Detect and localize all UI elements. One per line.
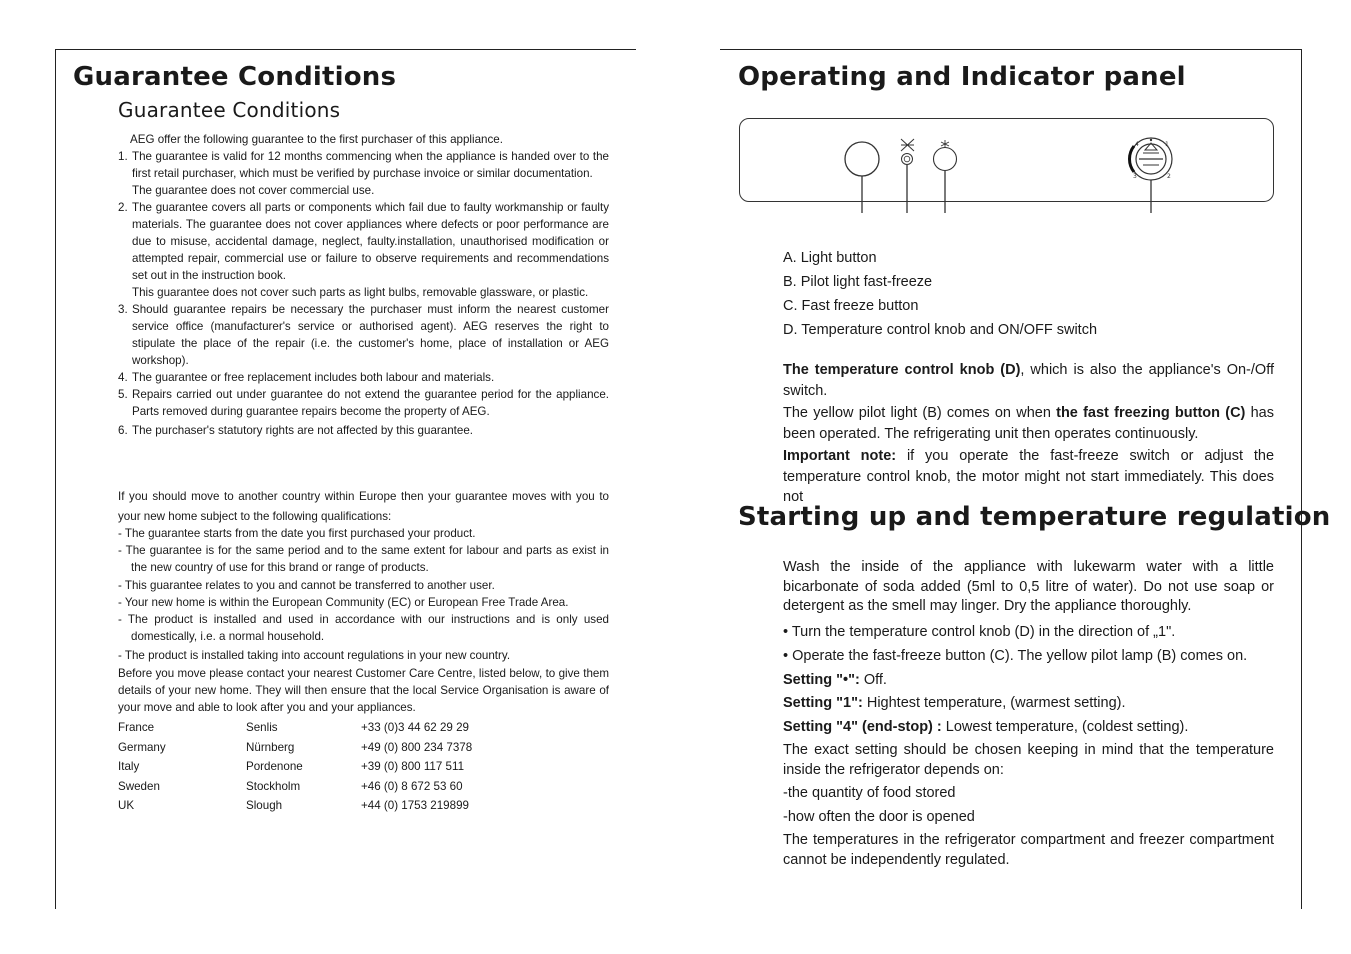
knob-paragraph: The temperature control knob (D), which is also the appliance's On-/Off switch. [783, 362, 1274, 399]
bullet-item: • Turn the temperature control knob (D) in the direction of „1". [783, 623, 1176, 640]
bullet-item: • Operate the fast-freeze button (C). The yellow pilot lamp (B) comes on. [783, 648, 1248, 664]
knob-number-4: 4 [1135, 141, 1139, 148]
qualification-item: - Your new home is within the European Community (EC) or European Free Trade Area. [118, 595, 569, 609]
guarantee-intro: AEG offer the following guarantee to the first purchaser of this appliance. [130, 133, 503, 146]
knob-number-3: 3 [1133, 173, 1137, 180]
page-title-operating-panel: Operating and Indicator panel [738, 62, 1186, 92]
qualification-item: - This guarantee relates to you and cannot be transferred to another user. [118, 578, 495, 592]
contact-row: Germany Nürnberg +49 (0) 800 234 7378 [118, 740, 473, 754]
contact-row: France Senlis +33 (0)3 44 62 29 29 [118, 721, 469, 734]
left-page-top-rule [55, 49, 636, 50]
light-button-shape [845, 142, 879, 176]
legend-item: B. Pilot light fast-freeze [783, 274, 933, 290]
contact-row: UK Slough +44 (0) 1753 219899 [118, 799, 469, 812]
right-page-right-rule [1301, 49, 1302, 909]
dependency-item: -the quantity of food stored [783, 785, 956, 801]
move-qualifications [118, 487, 609, 716]
guarantee-item: 3. Should guarantee repairs be necessary the purchaser must inform the nearest customer service office (manufacturer's service or authorised agent). AEG reserves the right to stipulate the place of the repair (i.e. the customer's home, place of installation or AEG workshop). [118, 303, 609, 367]
left-page-left-rule [55, 49, 56, 909]
guarantee-item: 5. Repairs carried out under guarantee do not extend the guarantee period for the appliance. Parts removed during guarantee repairs become the property of AEG. [118, 388, 609, 418]
legend-item: A. Light button [783, 250, 877, 266]
panel-legend [783, 246, 1097, 342]
guarantee-item: 1. The guarantee is valid for 12 months commencing when the appliance is handed over to the first retail purchaser, which must be verified by purchase invoice or similar documentation. The guarantee does not cover commercial use. [118, 150, 609, 197]
section-subtitle-guarantee: Guarantee Conditions [118, 98, 341, 122]
starting-up-text [783, 558, 1274, 870]
qualification-item: - The product is installed and used in accordance with our instructions and is only used domestically, i.e. a normal household. [118, 613, 609, 644]
move-intro: If you should move to another country within Europe then your guarantee moves with you to your new home subject to the following qualifications: [118, 490, 609, 523]
control-panel-drawing [739, 118, 1275, 216]
dependency-item: -how often the door is opened [783, 808, 975, 825]
fast-freeze-icon [901, 139, 914, 151]
contact-row: Sweden Stockholm +46 (0) 8 672 53 60 [118, 779, 463, 793]
guarantee-item: 4. The guarantee or free replacement includes both labour and materials. [118, 371, 495, 384]
legend-item: C. Fast freeze button [783, 298, 919, 314]
snowflake-icon [941, 140, 949, 148]
section-title-starting-up: Starting up and temperature regulation [738, 502, 1331, 532]
knob-number-2: 2 [1167, 173, 1171, 180]
exact-setting-paragraph: The exact setting should be chosen keeping in mind that the temperature inside the refrigerator depends on: [783, 742, 1274, 778]
qualification-item: - The guarantee is for the same period and to the same extent for labour and parts as exist in the new country of use for this brand or range of products. [118, 544, 609, 575]
important-note-paragraph: Important note: if you operate the fast-freeze switch or adjust the temperature control knob, the motor might not start immediately. This does not [783, 448, 1275, 505]
guarantee-list [118, 148, 609, 439]
pilot-light-shape [902, 154, 913, 165]
knob-number-1: 1 [1165, 141, 1169, 148]
legend-item: D. Temperature control knob and ON/OFF switch [783, 322, 1098, 338]
guarantee-item: 2. The guarantee covers all parts or components which fail due to faulty workmanship or faulty materials. The guarantee does not cover appliances where defects or poor performance are due to misuse, accidental damage, neglect, faulty.installation, unauthorised modification or attempted repair, commercial use or failure to observe requirements and recommendations set out in the instruction book. This guarantee does not cover such parts as light bulbs, removable glassware, or plastic. [118, 201, 609, 299]
contact-table [118, 721, 609, 819]
setting-4: Setting "4" (end-stop) : Lowest temperature, (coldest setting). [783, 718, 1189, 735]
wash-paragraph: Wash the inside of the appliance with lukewarm water with a little bicarbonate of soda added (5ml to 0,5 litre of water). Do not use soap or detergent as the smell may linger. Dry the appliance thoroughly. [783, 559, 1274, 614]
fast-freeze-button-shape [934, 148, 957, 171]
page-title-guarantee: Guarantee Conditions [73, 62, 397, 92]
qualification-item: - The product is installed taking into account regulations in your new country. [118, 649, 511, 663]
right-page-top-rule [720, 49, 1302, 50]
guarantee-item: 6. The purchaser's statutory rights are not affected by this guarantee. [118, 424, 473, 437]
setting-off: Setting "•": Off. [783, 671, 887, 688]
contact-row: Italy Pordenone +39 (0) 800 117 511 [118, 760, 465, 773]
final-paragraph: The temperatures in the refrigerator compartment and freezer compartment cannot be independently regulated. [783, 832, 1274, 868]
qualification-item: - The guarantee starts from the date you first purchased your product. [118, 527, 476, 540]
panel-description [783, 360, 1274, 508]
before-move-text: Before you move please contact your nearest Customer Care Centre, listed below, to give them details of your new home. They will then ensure that the local Service Organisation is aware of your move and able to look after you and your appliances. [118, 666, 609, 715]
setting-1: Setting "1": Hightest temperature, (warmest setting). [783, 695, 1126, 711]
pilot-light-paragraph: The yellow pilot light (B) comes on when the fast freezing button (C) has been operated. The refrigerating unit then operates continuously. [783, 405, 1274, 442]
